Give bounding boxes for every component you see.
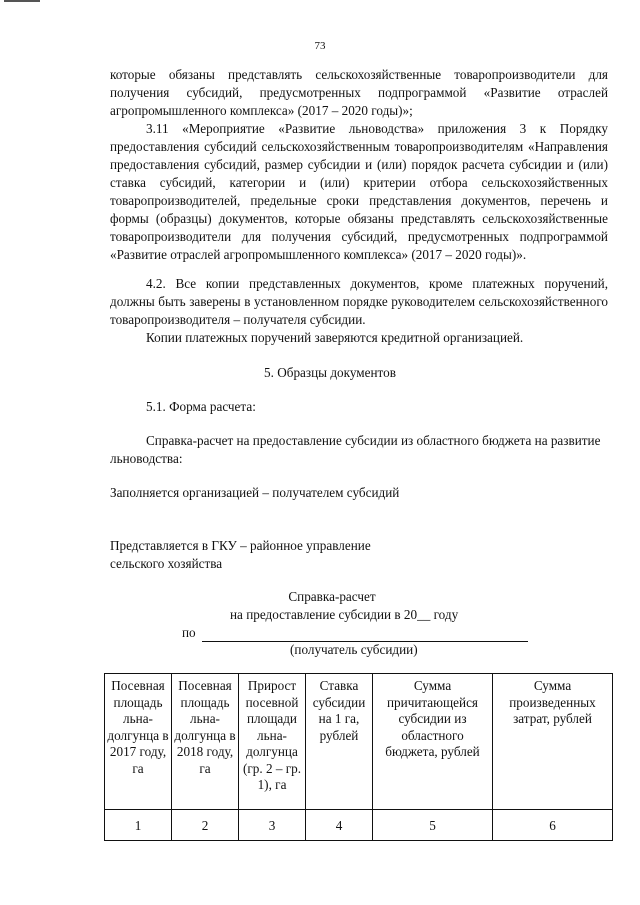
certificate-title: Справка-расчет [288, 589, 376, 604]
table-header-cell: Посевная площадь льна-долгунца в 2018 году, га [172, 674, 239, 810]
paragraph-4-2: 4.2. Все копии представленных документов, кроме платежных поручений, должны быть заверены в установленном порядке руководителем сельскохозяйственного товаропроизводителя – получателя субсидии. [110, 276, 608, 327]
paragraph-payment-copies: Копии платежных поручений заверяются кредитной организацией. [146, 330, 524, 345]
table-header-cell: Сумма произведенных затрат, рублей [493, 674, 613, 810]
form-label: 5.1. Форма расчета: [146, 399, 256, 414]
table-number-cell: 3 [239, 810, 306, 841]
recipient-caption: (получатель субсидии) [290, 642, 418, 657]
certificate-subtitle: на предоставление субсидии в 20__ году [230, 607, 459, 622]
submitted-to-note: Представляется в ГКУ – районное управление сельского хозяйства [110, 538, 371, 571]
form-title: Справка-расчет на предоставление субсидии из областного бюджета на развитие льноводства: [110, 433, 601, 466]
section-heading: 5. Образцы документов [264, 365, 396, 380]
top-edge-mark [4, 0, 40, 2]
table-header-cell: Сумма причитающейся субсидии из областного бюджета, рублей [373, 674, 493, 810]
recipient-blank-line[interactable] [202, 627, 528, 642]
recipient-prefix: по [182, 625, 196, 640]
table-number-cell: 6 [493, 810, 613, 841]
table-number-cell: 2 [172, 810, 239, 841]
paragraph-continuation: которые обязаны представлять сельскохозяйственные товаропроизводители для получения субсидий, предусмотренных подпрограммой «Развитие отраслей агропромышленного комплекса» (2017 – 2020 годы)»; [110, 67, 608, 118]
recipient-row [182, 624, 528, 642]
paragraph-3-11: 3.11 «Мероприятие «Развитие льноводства» приложения 3 к Порядку предоставления субсидий сельскохозяйственным товаропроизводителям «Направления предоставления субсидий, размер субсидии и (или) порядок расчета субсидии и (или) ставка субсидий, категории и (или) критерии отбора сельскохозяйственных товаропроизводителей, предельные сроки представления документов, перечень и формы (образцы) документов, которые обязаны представлять сельскохозяйственные товаропроизводители для получения субсидий, предусмотренных подпрограммой «Развитие отраслей агропромышленного комплекса» (2017 – 2020 годы)». [110, 121, 608, 262]
table-header-cell: Ставка субсидии на 1 га, рублей [306, 674, 373, 810]
page-number: 73 [314, 40, 326, 52]
table-header-row [105, 674, 613, 810]
table-number-cell: 5 [373, 810, 493, 841]
table-number-row [105, 810, 613, 841]
table-number-cell: 4 [306, 810, 373, 841]
filled-by-note: Заполняется организацией – получателем субсидий [110, 485, 400, 500]
table-header-cell: Прирост посевной площади льна-долгунца (гр. 2 – гр. 1), га [239, 674, 306, 810]
table-number-cell: 1 [105, 810, 172, 841]
table-header-cell: Посевная площадь льна-долгунца в 2017 году, га [105, 674, 172, 810]
subsidy-table [104, 673, 613, 841]
